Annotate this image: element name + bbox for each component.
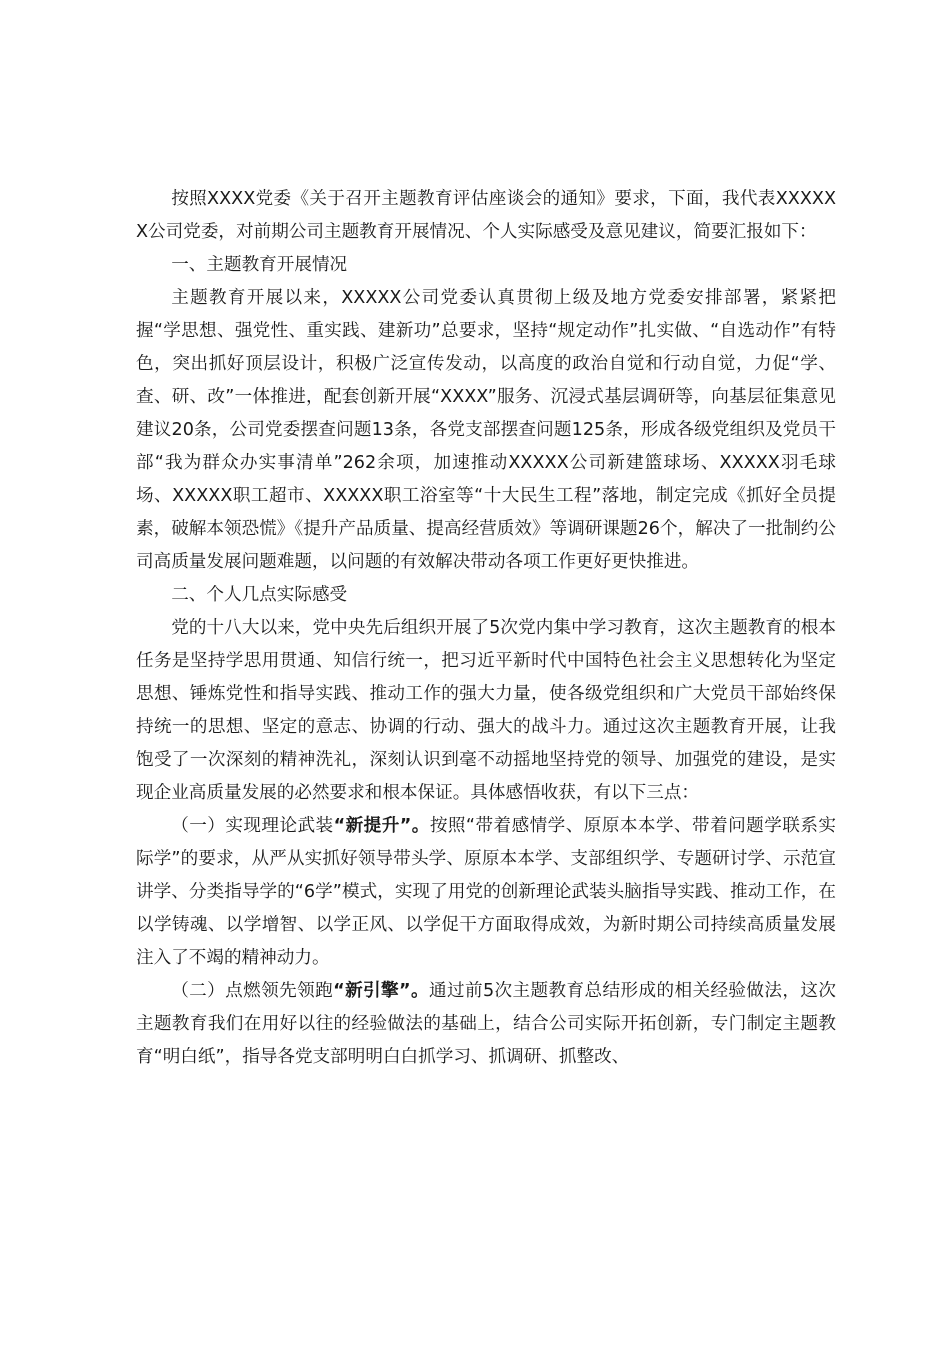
section-heading-2: 二、个人几点实际感受 (171, 585, 348, 605)
point1-body: 按照“带着感情学、原原本本学、带着问题学联系实际学”的要求，从严从实抓好领导带头学、原原本本学、支部组织学、专题研讨学、示范宣讲学、分类指导学的“6学”模式，实现了用党的创新理论武装头脑指导实践、推动工作，在以学铸魂、以学增智、以学正风、以学促干方面取得成效，为新时期公司持续高质量发展注入了不竭的精神动力。 (136, 816, 836, 968)
intro-paragraph: 按照XXXX党委《关于召开主题教育评估座谈会的通知》要求，下面，我代表XXXXXX公司党委，对前期公司主题教育开展情况、个人实际感受及意见建议，简要汇报如下： (136, 189, 836, 242)
point2-title: “新引擎”。 (333, 981, 429, 1001)
section2-paragraph: 党的十八大以来，党中央先后组织开展了5次党内集中学习教育，这次主题教育的根本任务是坚持学思用贯通、知信行统一，把习近平新时代中国特色社会主义思想转化为坚定思想、锤炼党性和指导实践、推动工作的强大力量，使各级党组织和广大党员干部始终保持统一的思想、坚定的意志、协调的行动、强大的战斗力。通过这次主题教育开展，让我饱受了一次深刻的精神洗礼，深刻认识到毫不动摇地坚持党的领导、加强党的建设，是实现企业高质量发展的必然要求和根本保证。具体感悟收获，有以下三点： (136, 618, 836, 803)
point1-paragraph (136, 810, 836, 975)
point2-lead: （二）点燃领先领跑 (171, 981, 334, 1001)
section-heading-1: 一、主题教育开展情况 (171, 255, 348, 275)
section1-paragraph: 主题教育开展以来，XXXXX公司党委认真贯彻上级及地方党委安排部署，紧紧把握“学思想、强党性、重实践、建新功”总要求，坚持“规定动作”扎实做、“自选动作”有特色，突出抓好顶层设计，积极广泛宣传发动，以高度的政治自觉和行动自觉，力促“学、查、研、改”一体推进，配套创新开展“XXXX”服务、沉浸式基层调研等，向基层征集意见建议20条，公司党委摆查问题13条，各党支部摆查问题125条，形成各级党组织及党员干部“我为群众办实事清单”262余项，加速推动XXXXX公司新建篮球场、XXXXX羽毛球场、XXXXX职工超市、XXXXX职工浴室等“十大民生工程”落地，制定完成《抓好全员提素，破解本领恐慌》《提升产品质量、提高经营质效》等调研课题26个，解决了一批制约公司高质量发展问题难题，以问题的有效解决带动各项工作更好更快推进。 (136, 288, 836, 572)
point1-title: “新提升”。 (333, 816, 430, 836)
point2-paragraph (136, 975, 836, 1074)
document-body (136, 183, 836, 1074)
point1-lead: （一）实现理论武装 (171, 816, 334, 836)
point2-body: 通过前5次主题教育总结形成的相关经验做法，这次主题教育我们在用好以往的经验做法的基础上，结合公司实际开拓创新，专门制定主题教育“明白纸”，指导各党支部明明白白抓学习、抓调研、抓整改、 (136, 981, 836, 1067)
